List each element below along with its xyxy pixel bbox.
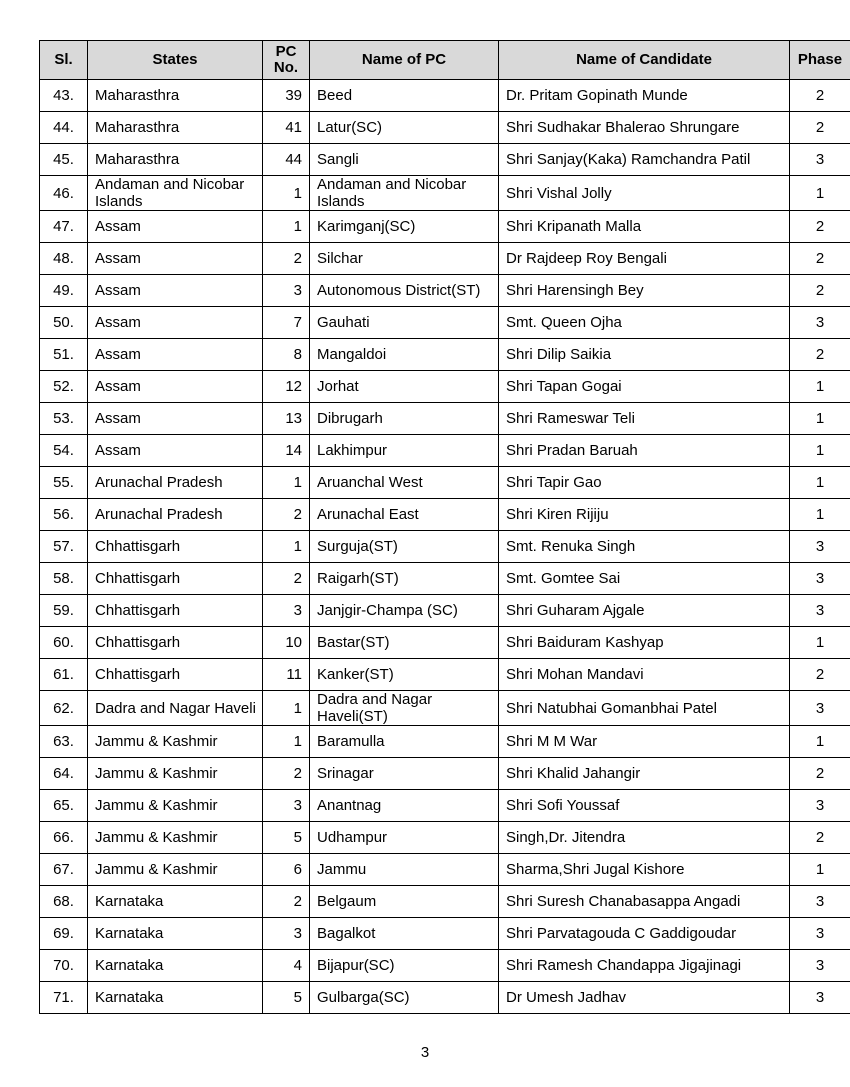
cell-pc-name: Bijapur(SC)	[310, 950, 499, 982]
cell-pc-no: 2	[263, 758, 310, 790]
cell-sl: 51.	[40, 339, 88, 371]
table-row	[40, 435, 850, 467]
cell-phase: 1	[790, 403, 850, 435]
cell-pc-no: 1	[263, 467, 310, 499]
cell-pc-name: Gulbarga(SC)	[310, 982, 499, 1014]
header-sl: Sl.	[40, 41, 88, 80]
cell-phase: 3	[790, 307, 850, 339]
cell-pc-no: 10	[263, 627, 310, 659]
cell-pc-name: Belgaum	[310, 886, 499, 918]
table-row	[40, 403, 850, 435]
cell-candidate: Shri Ramesh Chandappa Jigajinagi	[499, 950, 790, 982]
table-row	[40, 499, 850, 531]
cell-pc-name: Andaman and Nicobar Islands	[310, 176, 499, 211]
cell-candidate: Shri Tapan Gogai	[499, 371, 790, 403]
cell-sl: 68.	[40, 886, 88, 918]
cell-pc-name: Silchar	[310, 243, 499, 275]
cell-sl: 56.	[40, 499, 88, 531]
cell-pc-name: Arunachal East	[310, 499, 499, 531]
header-row	[40, 41, 850, 80]
cell-sl: 54.	[40, 435, 88, 467]
cell-phase: 1	[790, 854, 850, 886]
cell-phase: 3	[790, 595, 850, 627]
table-row	[40, 80, 850, 112]
cell-sl: 47.	[40, 211, 88, 243]
cell-pc-name: Bastar(ST)	[310, 627, 499, 659]
cell-sl: 57.	[40, 531, 88, 563]
cell-phase: 2	[790, 243, 850, 275]
cell-phase: 3	[790, 144, 850, 176]
cell-state: Arunachal Pradesh	[88, 467, 263, 499]
cell-pc-name: Beed	[310, 80, 499, 112]
table-row	[40, 950, 850, 982]
cell-state: Arunachal Pradesh	[88, 499, 263, 531]
table-row	[40, 371, 850, 403]
cell-sl: 50.	[40, 307, 88, 339]
cell-sl: 70.	[40, 950, 88, 982]
table-row	[40, 467, 850, 499]
cell-phase: 3	[790, 950, 850, 982]
cell-phase: 3	[790, 563, 850, 595]
cell-pc-no: 8	[263, 339, 310, 371]
cell-phase: 3	[790, 691, 850, 726]
cell-pc-name: Gauhati	[310, 307, 499, 339]
cell-pc-no: 5	[263, 822, 310, 854]
table-row	[40, 176, 850, 211]
cell-sl: 46.	[40, 176, 88, 211]
cell-sl: 48.	[40, 243, 88, 275]
cell-state: Assam	[88, 243, 263, 275]
cell-candidate: Dr Umesh Jadhav	[499, 982, 790, 1014]
cell-phase: 2	[790, 758, 850, 790]
cell-sl: 59.	[40, 595, 88, 627]
cell-pc-name: Raigarh(ST)	[310, 563, 499, 595]
cell-pc-no: 2	[263, 886, 310, 918]
cell-pc-no: 41	[263, 112, 310, 144]
cell-phase: 1	[790, 499, 850, 531]
cell-state: Assam	[88, 307, 263, 339]
cell-candidate: Shri Mohan Mandavi	[499, 659, 790, 691]
candidate-table	[39, 40, 850, 1014]
cell-candidate: Shri Dilip Saikia	[499, 339, 790, 371]
cell-pc-no: 2	[263, 563, 310, 595]
table-row	[40, 275, 850, 307]
cell-pc-name: Anantnag	[310, 790, 499, 822]
cell-phase: 2	[790, 275, 850, 307]
cell-pc-name: Jammu	[310, 854, 499, 886]
cell-candidate: Sharma,Shri Jugal Kishore	[499, 854, 790, 886]
cell-state: Karnataka	[88, 918, 263, 950]
cell-sl: 60.	[40, 627, 88, 659]
cell-sl: 62.	[40, 691, 88, 726]
cell-phase: 2	[790, 112, 850, 144]
cell-pc-no: 4	[263, 950, 310, 982]
cell-pc-no: 14	[263, 435, 310, 467]
cell-sl: 53.	[40, 403, 88, 435]
cell-state: Jammu & Kashmir	[88, 854, 263, 886]
cell-state: Assam	[88, 371, 263, 403]
cell-pc-no: 44	[263, 144, 310, 176]
cell-state: Assam	[88, 275, 263, 307]
cell-pc-no: 5	[263, 982, 310, 1014]
cell-state: Chhattisgarh	[88, 563, 263, 595]
cell-pc-no: 1	[263, 211, 310, 243]
cell-phase: 2	[790, 211, 850, 243]
table-row	[40, 531, 850, 563]
cell-phase: 2	[790, 339, 850, 371]
cell-pc-name: Aruanchal West	[310, 467, 499, 499]
cell-candidate: Shri Harensingh Bey	[499, 275, 790, 307]
table-row	[40, 627, 850, 659]
cell-pc-no: 1	[263, 726, 310, 758]
table-row	[40, 790, 850, 822]
cell-candidate: Shri Sudhakar Bhalerao Shrungare	[499, 112, 790, 144]
cell-pc-name: Dibrugarh	[310, 403, 499, 435]
cell-pc-no: 6	[263, 854, 310, 886]
cell-state: Chhattisgarh	[88, 595, 263, 627]
cell-state: Jammu & Kashmir	[88, 822, 263, 854]
cell-candidate: Shri Sofi Youssaf	[499, 790, 790, 822]
cell-pc-no: 11	[263, 659, 310, 691]
cell-pc-name: Lakhimpur	[310, 435, 499, 467]
table-row	[40, 243, 850, 275]
cell-pc-name: Surguja(ST)	[310, 531, 499, 563]
table-row	[40, 307, 850, 339]
cell-pc-name: Kanker(ST)	[310, 659, 499, 691]
cell-phase: 2	[790, 659, 850, 691]
cell-pc-name: Jorhat	[310, 371, 499, 403]
table-row	[40, 112, 850, 144]
cell-candidate: Shri Khalid Jahangir	[499, 758, 790, 790]
table-body	[40, 80, 850, 1014]
cell-candidate: Singh,Dr. Jitendra	[499, 822, 790, 854]
table-row	[40, 726, 850, 758]
cell-phase: 3	[790, 886, 850, 918]
table-row	[40, 691, 850, 726]
header-name-of-pc: Name of PC	[310, 41, 499, 80]
cell-state: Jammu & Kashmir	[88, 790, 263, 822]
cell-pc-name: Baramulla	[310, 726, 499, 758]
cell-candidate: Shri Natubhai Gomanbhai Patel	[499, 691, 790, 726]
cell-state: Chhattisgarh	[88, 627, 263, 659]
table-row	[40, 982, 850, 1014]
table-row	[40, 211, 850, 243]
cell-sl: 49.	[40, 275, 88, 307]
cell-sl: 69.	[40, 918, 88, 950]
cell-candidate: Shri Kripanath Malla	[499, 211, 790, 243]
cell-phase: 2	[790, 80, 850, 112]
cell-state: Jammu & Kashmir	[88, 726, 263, 758]
cell-pc-name: Sangli	[310, 144, 499, 176]
cell-candidate: Shri Suresh Chanabasappa Angadi	[499, 886, 790, 918]
cell-sl: 65.	[40, 790, 88, 822]
cell-phase: 1	[790, 176, 850, 211]
cell-state: Maharasthra	[88, 112, 263, 144]
cell-pc-no: 3	[263, 790, 310, 822]
cell-pc-no: 3	[263, 918, 310, 950]
cell-pc-no: 7	[263, 307, 310, 339]
table-row	[40, 886, 850, 918]
cell-phase: 3	[790, 790, 850, 822]
cell-candidate: Dr Rajdeep Roy Bengali	[499, 243, 790, 275]
cell-sl: 63.	[40, 726, 88, 758]
cell-sl: 44.	[40, 112, 88, 144]
cell-sl: 67.	[40, 854, 88, 886]
cell-candidate: Smt. Queen Ojha	[499, 307, 790, 339]
cell-candidate: Shri Tapir Gao	[499, 467, 790, 499]
cell-pc-name: Autonomous District(ST)	[310, 275, 499, 307]
cell-state: Karnataka	[88, 886, 263, 918]
cell-pc-no: 2	[263, 499, 310, 531]
table-row	[40, 918, 850, 950]
table-row	[40, 595, 850, 627]
cell-pc-no: 3	[263, 275, 310, 307]
cell-state: Assam	[88, 211, 263, 243]
cell-candidate: Shri Pradan Baruah	[499, 435, 790, 467]
cell-state: Maharasthra	[88, 144, 263, 176]
cell-pc-no: 39	[263, 80, 310, 112]
cell-sl: 66.	[40, 822, 88, 854]
cell-state: Assam	[88, 435, 263, 467]
table-row	[40, 144, 850, 176]
cell-phase: 3	[790, 982, 850, 1014]
cell-state: Chhattisgarh	[88, 659, 263, 691]
cell-state: Jammu & Kashmir	[88, 758, 263, 790]
cell-candidate: Shri Baiduram Kashyap	[499, 627, 790, 659]
cell-candidate: Shri Rameswar Teli	[499, 403, 790, 435]
header-pc-no: PC No.	[263, 41, 310, 80]
cell-candidate: Dr. Pritam Gopinath Munde	[499, 80, 790, 112]
cell-candidate: Shri Guharam Ajgale	[499, 595, 790, 627]
cell-phase: 2	[790, 822, 850, 854]
cell-sl: 52.	[40, 371, 88, 403]
cell-phase: 1	[790, 371, 850, 403]
cell-state: Maharasthra	[88, 80, 263, 112]
cell-state: Andaman and Nicobar Islands	[88, 176, 263, 211]
cell-pc-no: 2	[263, 243, 310, 275]
table-row	[40, 758, 850, 790]
cell-candidate: Shri Sanjay(Kaka) Ramchandra Patil	[499, 144, 790, 176]
cell-sl: 45.	[40, 144, 88, 176]
cell-pc-name: Latur(SC)	[310, 112, 499, 144]
table-row	[40, 659, 850, 691]
cell-pc-no: 1	[263, 531, 310, 563]
cell-pc-no: 12	[263, 371, 310, 403]
cell-pc-name: Karimganj(SC)	[310, 211, 499, 243]
cell-state: Assam	[88, 339, 263, 371]
table-row	[40, 563, 850, 595]
cell-sl: 64.	[40, 758, 88, 790]
cell-phase: 1	[790, 467, 850, 499]
cell-state: Assam	[88, 403, 263, 435]
cell-sl: 43.	[40, 80, 88, 112]
table-row	[40, 854, 850, 886]
cell-pc-name: Udhampur	[310, 822, 499, 854]
cell-candidate: Shri Kiren Rijiju	[499, 499, 790, 531]
cell-pc-name: Janjgir-Champa (SC)	[310, 595, 499, 627]
cell-candidate: Shri Parvatagouda C Gaddigoudar	[499, 918, 790, 950]
cell-candidate: Shri M M War	[499, 726, 790, 758]
cell-phase: 1	[790, 726, 850, 758]
table-row	[40, 822, 850, 854]
cell-phase: 3	[790, 531, 850, 563]
header-phase: Phase	[790, 41, 850, 80]
cell-pc-name: Dadra and Nagar Haveli(ST)	[310, 691, 499, 726]
cell-phase: 1	[790, 435, 850, 467]
cell-phase: 3	[790, 918, 850, 950]
cell-candidate: Smt. Renuka Singh	[499, 531, 790, 563]
cell-candidate: Smt. Gomtee Sai	[499, 563, 790, 595]
cell-pc-name: Srinagar	[310, 758, 499, 790]
cell-pc-name: Bagalkot	[310, 918, 499, 950]
header-states: States	[88, 41, 263, 80]
page-number: 3	[420, 1044, 430, 1061]
cell-sl: 58.	[40, 563, 88, 595]
cell-state: Karnataka	[88, 950, 263, 982]
cell-pc-no: 1	[263, 176, 310, 211]
cell-sl: 71.	[40, 982, 88, 1014]
cell-phase: 1	[790, 627, 850, 659]
cell-pc-no: 1	[263, 691, 310, 726]
table-row	[40, 339, 850, 371]
cell-state: Karnataka	[88, 982, 263, 1014]
cell-candidate: Shri Vishal Jolly	[499, 176, 790, 211]
cell-pc-no: 13	[263, 403, 310, 435]
cell-state: Chhattisgarh	[88, 531, 263, 563]
cell-sl: 61.	[40, 659, 88, 691]
cell-sl: 55.	[40, 467, 88, 499]
cell-state: Dadra and Nagar Haveli	[88, 691, 263, 726]
header-name-of-candidate: Name of Candidate	[499, 41, 790, 80]
cell-pc-no: 3	[263, 595, 310, 627]
cell-pc-name: Mangaldoi	[310, 339, 499, 371]
table-header	[40, 41, 850, 80]
